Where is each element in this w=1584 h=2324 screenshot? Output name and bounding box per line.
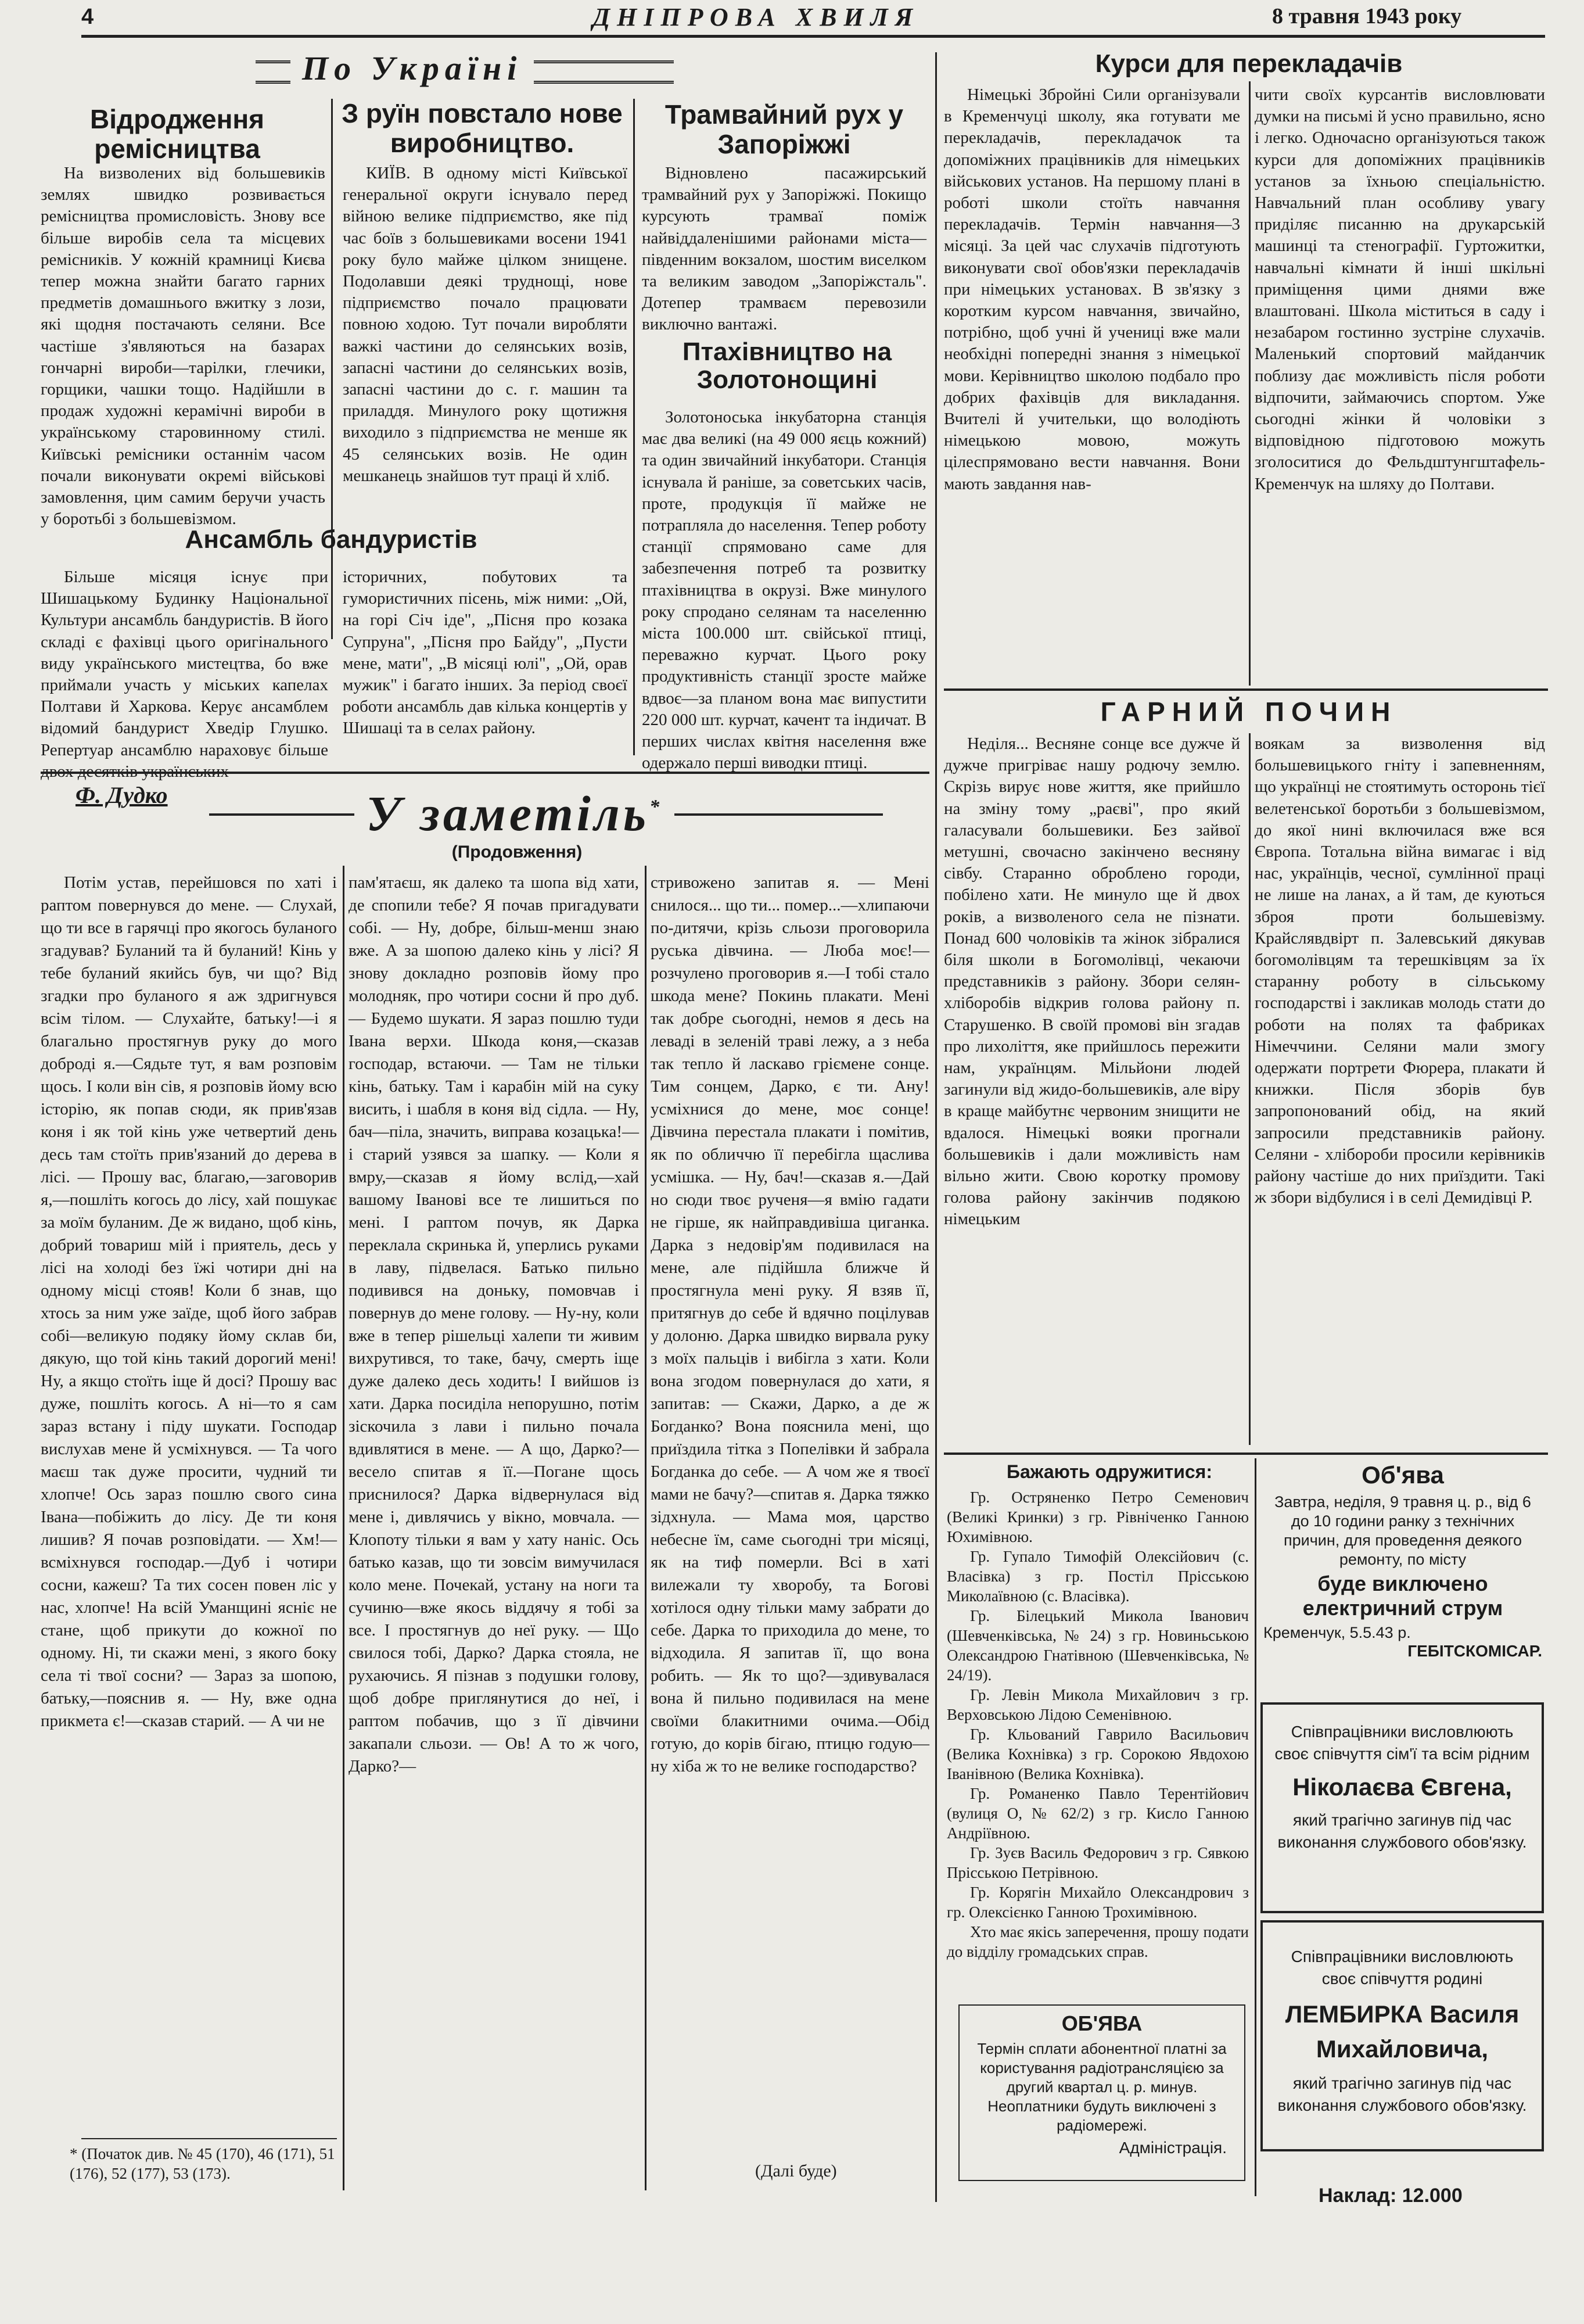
section-title: По Україні [290,49,534,88]
serial-subtitle: (Продовження) [451,842,583,862]
condolence-1-line1: Співпрацівники висловлюють своє співчуття сім'ї та всім рідним [1274,1723,1530,1763]
marriages-note: Хто має якісь заперечення, прошу подати до відділу громадських справ. [947,1923,1249,1960]
initiative-body-right [1255,733,1545,1445]
tram-body [642,163,926,334]
condolence-2-name: ЛЕМБИРКА Василя Михайловича, [1285,2000,1520,2063]
notice-radio-body: Термін сплати абонентної платні за користування радіотрансляцією за другий квартал ц. р. минув. Неоплатники будуть виключені з радіомережі. [977,2040,1227,2134]
tram-title: Трамвайний рух у Запоріжжі [665,99,904,159]
notice-power-place-date: Кременчук, 5.5.43 р. [1263,1624,1411,1641]
translators-text-right: чити своїх курсантів висловлювати думки на письмі й усно правильно, ясно і легко. Одночасно організуються також курси для допоміжних працівників установ за їхньою спеціальністю. Навчальний план особливу увагу приділяє писанню на друкарській машинці та стенографії. Гуртожитки, навчальні кімнати й інші шкільні приміщення цими днями вже влаштовані. Школа міститься в саду і незабаром гостинно зустріне слухачів. Маленький спортовий майданчик поблизу дає можливість після роботи відпочити, займаючись спортом. Уже сьогодні жінки й чоловіки з відповідною підготовою можуть зголоситися до Фельдштунгштафель-Кременчук на шляху до Полтави. [1255,85,1545,493]
tram-text: Відновлено пасажирський трамвайний рух у Запоріжжі. Покищо курсують трамваї поміж найвіддаленішими районами міста—південним вокзалом, шостим виселком та великим заводом „Запоріжсталь". Дотепер трамваєм перевозили виключно вантажі. [642,164,926,334]
production-title: З руїн повстало нове виробництво. [342,98,623,158]
marriage-entry: Гр. Остряненко Петро Семенович (Великі Кринки) з гр. Рівніченко Ганною Юхимівною. [947,1489,1249,1545]
serial-col-1 [41,871,337,2150]
separator-rule [944,688,1548,691]
serial-continued: (Далі буде) [755,2161,837,2180]
circulation: Наклад: 12.000 [1319,2185,1463,2207]
column-rule [331,99,333,639]
marriage-entry: Гр. Романенко Павло Терентійович (вулиця О, № 62/2) з гр. Кисло Ганною Андріївною. [947,1785,1249,1842]
masthead-rule [81,35,1545,38]
column-rule [645,866,646,2190]
serial-col-3 [651,871,929,2150]
serial-text-1: Потім устав, перейшовся по хаті і раптом повернувся до мене. — Слухай, що ти все в гарячці про якогось буланого згадував? Буланий та й буланий! Кінь у тебе буланий якийсь був, чи що? Від згадки про буланого я аж здригнувся всім тілом. — Слухайте, батьку!—і я благально простягнув руку до мого доброді я.—Сядьте тут, я вам розповім щось. І коли він сів, я розповів йому всю історію, як попав сюди, як прив'язав коня і як той кінь уже четвертий день десь там стоїть прив'язаний до дерева в лісі. — Прошу вас, благаю,—заговорив я,—пошліть когось до лісу, хай пошукає за моїм буланим. Де ж видано, щоб кінь, добрий товариш мій і приятель, десь у лісі на холоді без їжі чотири дні на одному місці стояв! Коли б знав, що хтось за ним уже заїде, щоб його забрав собі—великую подяку йому склав би, дякую, що той кінь такий дорогий мені! Ну, а якщо стоїть іще й досі? Прошу вас дуже, пошліть когось. А ні—то я сам зараз встану і піду шукати. Господар вислухав мене й усміхнувся. — Та чого маєш так дуже просити, чудний ти хлопче! Ось зараз пошлю свого сина Івана—побіжить до лісу. Де ти коня лишив? Я почав розповідати. — Хм!—всміхнувся господар.—Дуб і чотири сосни, кажеш? Та тих сосен повен ліс у нас, хлопче! На всій Уманщині ясніє не стане, щоб прикути до кожної по одному. Ні, ти скажи мені, з якого боку села ті твої сосни? — Зараз за шопою, батьку,—пояснив я. — Ну, вже одна прикмета є!—сказав старий. — А чи не [41,873,337,1730]
page-number: 4 [81,5,94,29]
column-rule [343,866,344,2190]
condolence-2-line1: Співпрацівники висловлюють своє співчуття родині [1291,1948,1514,1988]
column-rule [1255,1458,1256,2196]
separator-rule [944,1452,1548,1455]
translators-text-left: Німецькі Збройні Сили організували в Кременчуці школу, яка готувати ме перекладачів, перекладачок та допоміжних працівників для німецьких військових установ. На першому плані в роботі школи стоїть навчання перекладачів. Термін навчання—3 місяці. За цей час слухачів підготують виконувати свої обов'язки перекладачів при німецьких установах. В зв'язку з коротким курсом навчання, звичайно, потрібно, щоб учні й учениці вже мали необхідні попередні знання з німецької мови. Керівництво школою подбало про добрих фахівців для викладання. Вчителі й учительки, що володіють німецькою мовою, можуть цілеспрямовано вести навчання. Вони мають завдання нав- [944,85,1240,493]
initiative-text-right: воякам за визволення від большевицького гніту і запевненням, що українці не стоятимуть осторонь тієї велетенської боротьби з большевізмом, до якої нині включилася вже вся Європа. Тотальна війна вимагає і від нас, українців, чесної, сумлінної праці не лише на ланах, а й там, де куються зброя проти большевізму. Крайслявдвірт п. Залевський дякував богомолівцям та терешківцям за їх старанну роботу в сільському господарстві і закликав молодь стати до роботи на полях та фабриках Німеччини. Селяни мали змогу одержати портрети Фюрера, плакати й книжки. Після зборів був запропонований обід, на який запросили представників району. Селяни - хлібороби просили керівників району частіше до них приїздити. Такі ж збори відбулися і в селі Демидівці Р. [1255,734,1545,1207]
paper-title: ДНІПРОВА ХВИЛЯ [592,3,920,31]
footnote-rule [81,2138,337,2139]
column-rule [1249,81,1251,686]
marriage-entry: Гр. Білецький Микола Іванович (Шевченківська, № 24) з гр. Новиньською Олександрою Гнатівною (Шевченківська, № 24/19). [947,1607,1249,1684]
initiative-body-left [944,733,1240,1445]
bandura-text-left: Більше місяця існує при Шишацькому Будинку Національної Культури ансамбль бандуристів. В його складі є фахівці цього оригінального виду українського мистецтва, бо вже приймали участь у міських капелах Полтави й Харкова. Керує ансамблем відомий бандурист Хведір Глушко. Репертуар ансамблю нараховує більше двох десятків українських [41,568,328,781]
translators-body-left [944,84,1240,683]
marriage-entry: Гр. Корягін Михайло Олександрович з гр. Олексієнко Ганною Трохимівною. [947,1884,1249,1921]
initiative-text-left: Неділя... Весняне сонце все дужче й дужче пригріває нашу родючу землю. Скрізь вирує нове життя, яке прийшло на зміну тому „раєві", про який галасували большевики. Без зайвої метушні, свочасно закінчено весняну сівбу. Старанно оброблено городи, побілено хати. Не минуло ще й двох років, а визволеного села не пізнати. Понад 600 чоловіків та жінок зібралися біля школи в Богомолівці, чекаючи представників з району. Збори селян-хліборобів відкрив голова району п. Старушенко. В своїй промові він згадав про лихоліття, яке прийшлось пережити нам, українцям. Мільйони людей загинули від жидо-большевиків, але віру в краще майбутнє червоним знищити не вдалося. Німецькі вояки прогнали большевиків і дали можливість нам вільно жити. Свою коротку промову голова району закінчив подякою німецьким [944,734,1240,1229]
notice-radio [958,2004,1245,2181]
crafts-text: На визволених від большевиків землях швидко розвивається ремісництва промисловість. Знову все більше виробів села та місцевих ремісників. У кожній крамниці Києва тепер можна знайти багато гарних предметів домашнього вжитку з лози, які щодня постачають селяни. Все частіше з'являються на базарах гончарні вироби—тарілки, глечики, горщики, чашки тощо. Надійшли в продаж художні керамічні вироби в українському старовинному стилі. Київські ремісники останнім часом почали виконувати окремі військові замовлення, цим самим беручи участь у боротьбі з большевізмом. [41,164,325,529]
marriages-title: Бажають одружитися: [1006,1461,1212,1482]
serial-title [354,784,674,842]
production-text: КИЇВ. В одному місті Київської генеральної округи існувало перед війною велике підприємство, яке під час боїв з большевиками восени 1941 року було майже цілком знищене. Подолавши деякі труднощі, нове підприємство почало працювати повною ходою. Тут почали виробляти важкі частини до селянських возів, запасні частини до селянських возів, запасні частини до с. г. машин та приладдя. Минулого року щотижня виходило з підприємства не менше як 45 селянських возів. Не один мешканець знайшов тут праці й хліб. [343,164,627,485]
column-rule [633,99,635,755]
notice-power-title: Об'ява [1362,1461,1444,1489]
marriage-entry: Гр. Кльований Гаврило Васильович (Велика Кохнівка) з гр. Сорокою Явдохою Іванівною (Велика Кохнівка). [947,1726,1249,1783]
translators-body-right [1255,84,1545,683]
notice-radio-signature: Адміністрація. [1119,2139,1227,2157]
marriages-list [947,1487,1249,1999]
production-body [343,163,627,511]
section-header [256,49,685,89]
initiative-title: ГАРНИЙ ПОЧИН [1100,697,1398,727]
condolence-box-1 [1260,1702,1544,1913]
serial-footnote-marker: * [649,796,663,818]
serial-text-2: пам'ятаєш, як далеко та шопа від хати, де спопили тебе? Я почав пригадувати собі. — Ну, добре, більш-менш знаю вже. А за шопою далеко кінь у лісі? Я знову докладно розповів йому про молодняк, про чотири сосни й про дуб. — Будемо шукати. Я зараз пошлю туди Івана верхи. Шкода коня,—сказав господар, встаючи. — Там не тільки кінь, батьку. Там і карабін мій на суку висить, і шабля в коня від сідла. — Ну, бач—піла, значить, виправа козацька!—і старий узявся за шапку. — Коли я вмру,—сказав я йому вслід,—хай вашому Іванові все те лишиться по мені. І раптом почув, як Дарка переклала скринька й, уперлись руками в лаву, підвелася. Батько пильно подивився на доньку, помовчав і повернув до мене голову. — Ну-ну, коли вже в тепер рішельці халепи ти живим вихрутився, то таке, бачу, смерть іще дуже далеко десь ходить! І вийшов із хати. Дарка посиділа непорушно, потім зіскочила з лави і пильно почала вдивлятися в мене. — А що, Дарко?—весело спитав я її.—Погане щось приснилося? Дарка відвернулася від мене і, дивлячись у вікно, мовчала. — Клопоту тільки я вам у хату наніс. Ось батько казав, що ти зовсім вимучилася коло мене. Почекай, устану на ноги та сучиню—вже якось віддячу я тобі за все. І простягнув до неї руку. — Що свилося тобі, Дарко? Дарка стояла, не рухаючись. Я пізнав з подушки голову, щоб добре приглянутися до неї, і раптом побачив, що з її дівчини закапали сльози. — Ов! А то ж чого, Дарко?— [349,873,639,1776]
notice-power [1263,1461,1542,1694]
bandura-title: Ансамбль бандуристів [185,525,477,554]
marriage-entry: Гр. Зуєв Василь Федорович з гр. Сявкою Прісською Петрівною. [947,1844,1249,1881]
bandura-body-right [343,566,627,764]
crafts-title: Відродження ремісництва [90,104,264,164]
issue-date: 8 травня 1943 року [1272,4,1462,28]
bandura-body-left [41,566,328,781]
marriage-entry: Гр. Левін Микола Михайлович з гр. Верховською Лідою Семенівною. [947,1686,1249,1723]
column-rule [935,52,937,2202]
bandura-text-right: історичних, побутових та гумористичних пісень, між ними: „Ой, на горі Січ іде", „Пісня про козака Супруна", „Пісня про Байду", „Пусти мене, мати", „В місяці юлі", „Ой, орав мужик" і багато інших. За період своєї роботи ансамбль дав кілька концертів у Шишаці та в селах району. [343,568,627,738]
translators-title: Курси для перекладачів [1095,49,1403,78]
serial-col-2 [349,871,639,2185]
notice-radio-title: ОБ'ЯВА [1061,2011,1143,2035]
notice-power-emphasis: буде виключено електричний струм [1302,1572,1503,1620]
notice-power-signature: ГЕБІТСКОМІСАР. [1407,1642,1542,1660]
crafts-body [41,163,325,529]
notice-power-body: Завтра, неділя, 9 травня ц. р., від 6 до 10 години ранку з технічних причин, для проведення деякого ремонту, по місту [1274,1493,1531,1568]
marriage-entry: Гр. Гупало Тимофій Олексійович (с. Власівка) з гр. Постіл Прісською Миколаївною (с. Власівка). [947,1548,1249,1605]
serial-title-text: У заметіль [366,786,650,841]
condolence-1-name: Ніколаєва Євгена, [1292,1773,1512,1801]
column-rule [1249,733,1251,1445]
poultry-text: Золотоноська інкубаторна станція має два великі (на 49 000 яєць кожний) та один звичайний інкубатори. Станція існувала й раніше, за советських часів, проте, продукція її майже не потрапляла до населення. Тепер роботу станції спрямовано саме для забезпечення потреб та розвитку птахівництва в окрузі. Вже минулого року спродано селянам та населенню міста 100.000 шт. свійської птиці, переважно курчат. Цього року продуктивність станції зросте майже вдвоє—за планом вона має випустити 220 000 шт. курчат, качент та індичат. В перших числах квітня населення вже одержало перші виводки птиці. [642,408,926,773]
condolence-box-2 [1260,1920,1544,2151]
poultry-title: Птахівництво на Золотонощині [682,338,892,394]
condolence-2-line2: який трагічно загинув під час виконання службового обов'язку. [1277,2074,1527,2114]
poultry-body [642,407,926,773]
serial-author: Ф. Дудко [76,782,168,808]
serial-footnote: * (Початок див. № 45 (170), 46 (171), 51 (176), 52 (177), 53 (173). [70,2145,335,2182]
separator-rule [41,772,929,774]
condolence-1-line2: який трагічно загинув під час виконання службового обов'язку. [1277,1811,1527,1851]
serial-text-3: стривожено запитав я. — Мені снилося... що ти... помер...—хлипаючи по-дитячи, крізь сльози проговорила руська дівчина. — Люба моє!—розчулено проговорив я.—І тобі стало шкода мене? Покинь плакати. Мені так добре сьогодні, немов я десь на леваді в зеленій траві лежу, а з неба так тепло й ласкаво гріємене сонце. Тим сонцем, Дарко, є ти. Ану! усміхнися до мене, моє сонце! Дівчина перестала плакати і помітив, як по обличчю її перебігла щаслива усмішка. — Ну, бач!—сказав я.—Дай но сюди твоє рученя—я вмію гадати не гірше, як найправдивіша циганка. Дарка з недовір'ям подивилася на мене, але підійшла ближче й простягнула мені руку. Я взяв її, притягнув до себе й вдячно поцілував у долоню. Дарка швидко вирвала руку з моїх пальців і вибігла з хати. Коли вона згодом повернулася до хати, я запитав: — Скажи, Дарко, а де ж Богданко? Вона пояснила мені, що приїздила тітка з Попелівки й забрала Богданка до себе. — А чом же я твоєї мами не бачу?—спитав я. Дарка тяжко зідхнула. — Мама моя, царство небесне їм, саме сьогодні три місяці, як на тиф померли. Всі в хаті вилежали ту хворобу, та Богові хотілося одну тільки маму забрати до себе. Дарка то приходила до мене, то відходила. Я запитав її, що вона робить. — Як то що?—здивувалася вона й пильно подивилася на мене своїми блакитними очима.—Обід готую, до корів бігаю, птицю годую—ну хіба ж то не велике господарство? [651,873,929,1776]
